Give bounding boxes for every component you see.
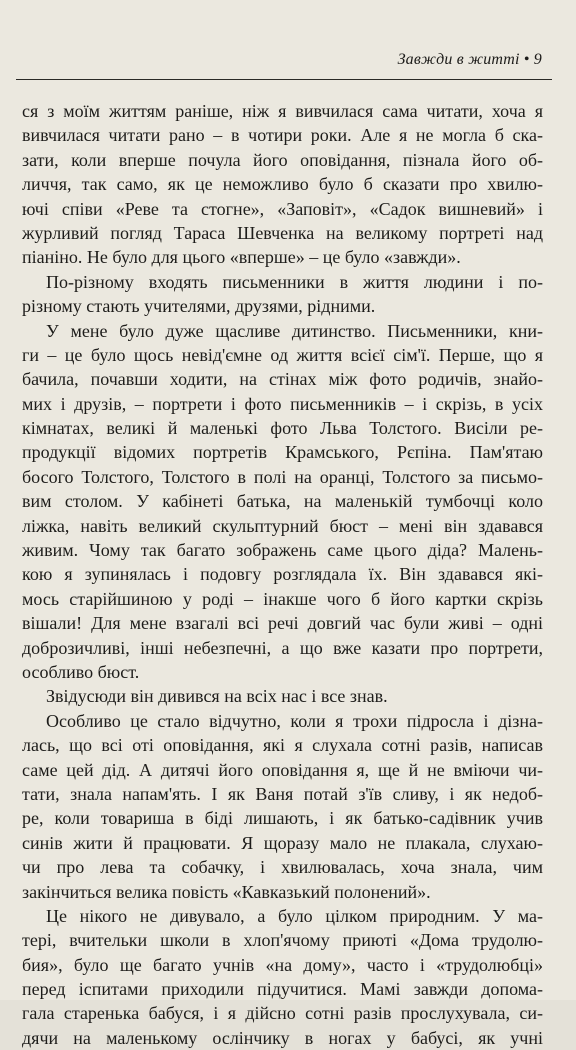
text-line: чи про лева та собачку, і хвилювалась, хоча знала, чим: [22, 857, 543, 878]
text-line: продукції відомих портретів Крамського, Рєпіна. Пам'ятаю: [22, 442, 543, 463]
running-head: Завжди в житті • 9: [397, 51, 542, 68]
text-line: саме цей дід. А дитячі його оповідання я, ще й не вміючи чи-: [22, 759, 543, 780]
text-line: різному стають учителями, друзями, рідними.: [22, 296, 376, 317]
text-line: закінчиться велика повість «Кавказький полонений».: [22, 881, 431, 902]
text-line: мось старійшиною у роді – інакше чого б його картки скрізь: [22, 588, 543, 609]
text-line: живим. Чому так багато зображень саме цього діда? Малень-: [22, 540, 543, 561]
text-line: ліжка, навіть великий скульптурний бюст – мені він здавався: [22, 515, 543, 536]
text-line: тати, знала напам'ять. І як Ваня потай з'їв сливу, і як недоб-: [22, 783, 543, 804]
text-line: ючі співи «Реве та стогне», «Заповіт», «Садок вишневий» і: [22, 198, 543, 219]
text-line: синів жити й працювати. Я щоразу мало не плакала, слухаю-: [22, 832, 543, 853]
text-line: журливий погляд Тараса Шевченка на великому портреті над: [22, 222, 543, 243]
text-line: У мене було дуже щасливе дитинство. Письменники, кни-: [46, 320, 543, 341]
text-line: перед іспитами приходили підучитися. Мамі завжди допома-: [22, 979, 543, 1000]
text-line: особливо бюст.: [22, 661, 140, 682]
text-line: зати, коли вперше почула його оповідання, пізнала його об-: [22, 149, 543, 170]
text-line: доброзичливі, інші небезпечні, а що вже казати про портрети,: [22, 637, 543, 658]
text-line: піаніно. Не було для цього «вперше» – це було «завжди».: [22, 247, 461, 268]
text-line: вим столом. У кабінеті батька, на маленькій тумбочці коло: [22, 491, 543, 512]
text-line: тері, вчительки школи в хлоп'ячому приюті «Дома трудолю-: [22, 930, 543, 951]
text-body: [22, 99, 543, 1050]
text-line: вішали! Для мене взагалі всі речі довгий час були живі – одні: [22, 613, 543, 634]
text-line: бачила, почавши ходити, на стінах між фото родичів, знайо-: [22, 369, 543, 390]
text-line: ги – це було щось невід'ємне од життя всієї сім'ї. Перше, що я: [22, 344, 543, 365]
header-rule: [16, 79, 552, 80]
text-line: вивчилася читати рано – в чотири роки. Але я не могла б ска-: [22, 125, 543, 146]
text-line: По-різному входять письменники в життя людини і по-: [46, 271, 543, 292]
text-line: личчя, так само, як це неможливо було б сказати про хвилю-: [22, 174, 543, 195]
text-line: мих і друзів, – портрети і фото письменників – і скрізь, в усіх: [22, 393, 543, 414]
text-line: дячи на маленькому ослінчику в ногах у бабусі, як учні: [22, 1027, 543, 1048]
text-line: кімнатах, великі й маленькі фото Льва Толстого. Висіли ре-: [22, 418, 543, 439]
text-line: лась, що всі оті оповідання, які я слухала сотні разів, написав: [22, 735, 543, 756]
text-line: кою я зупинялась і подовгу розглядала їх. Він здавався які-: [22, 564, 543, 585]
text-line: ся з моїм життям раніше, ніж я вивчилася сама читати, хоча я: [22, 101, 543, 121]
text-line: бия», було ще багато учнів «на дому», часто і «трудолюбці»: [22, 954, 543, 975]
text-line: Звідусюди він дивився на всіх нас і все знав.: [46, 686, 388, 707]
text-line: ре, коли товариша в біді лишають, і як батько-садівник учив: [22, 808, 543, 829]
text-line: Це нікого не дивувало, а було цілком природним. У ма-: [46, 905, 543, 926]
text-line: гала старенька бабуся, і я дійсно сотні разів прослухувала, си-: [22, 1003, 543, 1024]
text-line: Особливо це стало відчутно, коли я трохи підросла і дізна-: [46, 710, 543, 731]
text-line: босого Толстого, Толстого в полі на оранці, Толстого за письмо-: [22, 466, 543, 487]
